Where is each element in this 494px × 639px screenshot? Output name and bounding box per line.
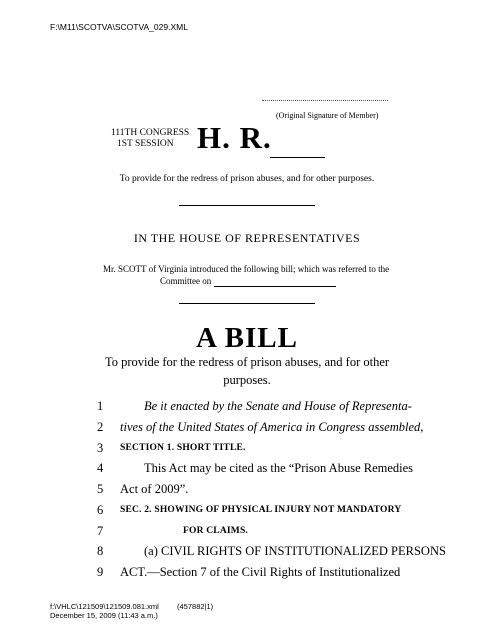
bill-text-line: This Act may be cited as the “Prison Abuse Remedies xyxy=(144,461,414,475)
bill-text-line: Act of 2009”. xyxy=(120,482,189,496)
section-heading-continued: FOR CLAIMS. xyxy=(183,526,249,536)
page-footer xyxy=(50,602,213,620)
line-number: 8 xyxy=(97,544,104,558)
section-heading: SECTION 1. SHORT TITLE. xyxy=(120,443,246,453)
session-label: 1ST SESSION xyxy=(117,139,174,149)
signature-line xyxy=(262,100,388,101)
enacting-clause-line: Be it enacted by the Senate and House of Representa- xyxy=(144,399,412,413)
divider-1 xyxy=(179,205,315,206)
line-number: 5 xyxy=(97,482,104,496)
divider-2 xyxy=(179,303,315,304)
line-number: 4 xyxy=(97,461,104,475)
line-number: 2 xyxy=(97,420,104,434)
long-title-line-1: To provide for the redress of prison abuses, and for other xyxy=(104,355,390,369)
chamber-heading: IN THE HOUSE OF REPRESENTATIVES xyxy=(133,231,361,245)
bill-text-line: ACT.—Section 7 of the Civil Rights of Institutionalized xyxy=(120,565,401,579)
bill-title: A BILL xyxy=(196,322,298,354)
congress-number: 111TH CONGRESS xyxy=(111,128,190,138)
introduction-line-1: Mr. SCOTT of Virginia introduced the following bill; which was referred to the xyxy=(103,264,390,274)
bill-number-blank xyxy=(270,157,325,158)
line-number: 9 xyxy=(97,565,104,579)
introduction-line-2: Committee on xyxy=(160,276,212,286)
section-heading: SEC. 2. SHOWING OF PHYSICAL INJURY NOT MANDATORY xyxy=(120,505,402,515)
footer-file: f:\VHLC\121509\121509.081.xml xyxy=(50,602,159,611)
bill-text-line: (a) CIVIL RIGHTS OF INSTITUTIONALIZED PERSONS xyxy=(144,544,446,558)
line-number: 1 xyxy=(97,399,104,413)
file-path-header: F:\M11\SCOTVA\SCOTVA_029.XML xyxy=(50,22,188,32)
footer-doc-id: (457882|1) xyxy=(177,602,214,611)
enacting-clause-line: tives of the United States of America in Congress assembled, xyxy=(120,420,424,434)
line-number: 6 xyxy=(97,503,104,517)
signature-caption: (Original Signature of Member) xyxy=(276,111,379,120)
congress-block xyxy=(111,128,189,150)
committee-blank xyxy=(214,286,336,287)
line-number: 7 xyxy=(97,524,104,538)
line-number: 3 xyxy=(97,441,104,455)
footer-date: December 15, 2009 (11:43 a.m.) xyxy=(50,611,158,620)
short-purpose: To provide for the redress of prison abuses, and for other purposes. xyxy=(119,174,375,184)
bill-number: H. R. xyxy=(197,120,272,155)
long-title-line-2: purposes. xyxy=(223,373,271,387)
